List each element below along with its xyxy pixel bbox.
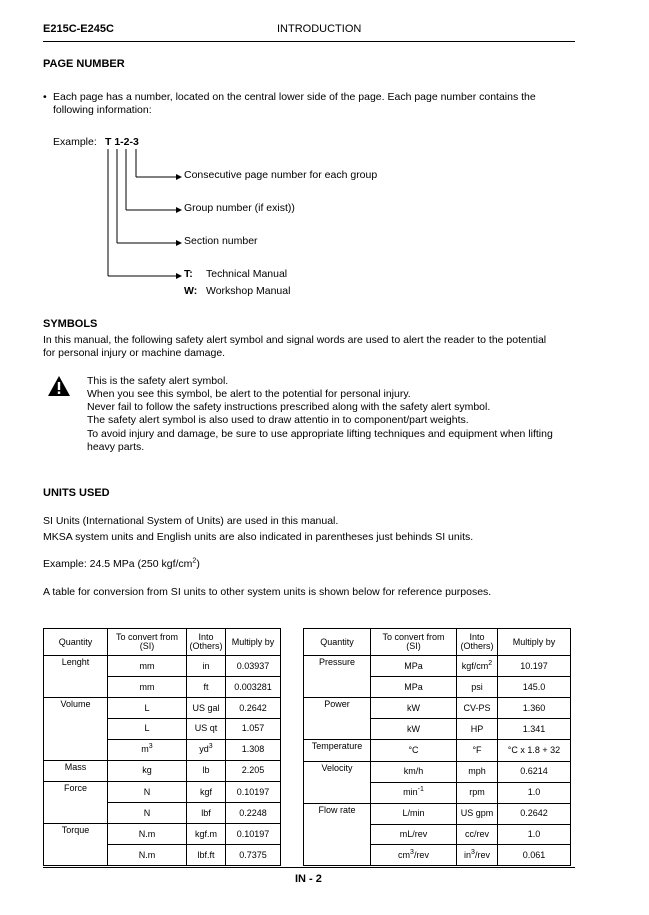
symbol-line-5: To avoid injury and damage, be sure to use appropriate lifting techniques and equipment when lifting [87, 428, 553, 440]
cell-from-unit: L [108, 719, 187, 740]
cell-multiplier: 0.03937 [226, 656, 281, 677]
cell-from-unit: mL/rev [371, 824, 457, 845]
cell-into-unit: kgf [187, 782, 226, 803]
example-label: Example: [53, 136, 97, 148]
cell-quantity: Temperature [304, 740, 371, 762]
table-row [44, 656, 281, 677]
cell-quantity: Power [304, 698, 371, 719]
symbol-line-6: heavy parts. [87, 441, 145, 453]
cell-multiplier: 0.10197 [226, 824, 281, 845]
table-row [304, 656, 571, 677]
symbol-line-1: This is the safety alert symbol. [87, 375, 229, 387]
symbols-heading: SYMBOLS [43, 318, 98, 330]
bullet: • [43, 91, 47, 103]
cell-multiplier: 10.197 [498, 656, 571, 677]
cell-from-unit: kW [371, 719, 457, 740]
cell-from-unit: kW [371, 698, 457, 719]
conversion-table-left [43, 628, 281, 866]
cell-into-unit: ft [187, 677, 226, 698]
table-row [304, 824, 571, 845]
page-number-text-1: Each page has a number, located on the central lower side of the page. Each page number contains the [53, 91, 536, 103]
cell-from-unit: N.m [108, 824, 187, 845]
cell-multiplier: 0.2248 [226, 803, 281, 824]
cell-multiplier: 1.341 [498, 719, 571, 740]
symbol-line-2: When you see this symbol, be alert to the potential for personal injury. [87, 388, 411, 400]
cell-into-unit: lbf.ft [187, 845, 226, 866]
cell-quantity: Velocity [304, 761, 371, 782]
symbol-line-3: Never fail to follow the safety instructions prescribed along with the safety alert symbol. [87, 401, 491, 413]
symbols-intro-2: for personal injury or machine damage. [43, 347, 226, 359]
table-row [44, 760, 281, 782]
table-row [44, 803, 281, 824]
cell-from-unit: $cm^3$/rev [371, 845, 457, 866]
cell-into-unit: CV-PS [457, 698, 498, 719]
conversion-table-right [303, 628, 571, 866]
cell-multiplier: 1.0 [498, 824, 571, 845]
cell-multiplier: °C x 1.8 + 32 [498, 740, 571, 762]
cell-quantity [304, 782, 371, 803]
label-section: Section number [184, 235, 258, 247]
cell-multiplier: 0.003281 [226, 677, 281, 698]
footer-rule [43, 867, 575, 868]
table-row [304, 677, 571, 698]
warning-triangle-icon [47, 375, 71, 397]
table-row [44, 698, 281, 719]
cell-quantity [44, 677, 108, 698]
cell-into-unit: HP [457, 719, 498, 740]
table-header-row [44, 629, 281, 656]
table-row [44, 719, 281, 740]
table-header-row [304, 629, 571, 656]
cell-from-unit: L [108, 698, 187, 719]
example-code: T 1-2-3 [105, 136, 139, 148]
cell-from-unit: mm [108, 677, 187, 698]
cell-into-unit: rpm [457, 782, 498, 803]
cell-quantity [304, 824, 371, 845]
cell-from-unit: MPa [371, 677, 457, 698]
cell-from-unit: N.m [108, 845, 187, 866]
table-row [304, 803, 571, 824]
cell-into-unit: in [187, 656, 226, 677]
table-row [44, 739, 281, 760]
label-consecutive: Consecutive page number for each group [184, 169, 378, 181]
cell-multiplier: 0.6214 [498, 761, 571, 782]
cell-into-unit: US gal [187, 698, 226, 719]
cell-quantity: Lenght [44, 656, 108, 677]
label-w-value: Workshop Manual [206, 285, 291, 297]
cell-from-unit: L/min [371, 803, 457, 824]
cell-into-unit: lb [187, 760, 226, 782]
cell-quantity: Volume [44, 698, 108, 719]
cell-multiplier: 0.2642 [498, 803, 571, 824]
label-t-key: T: [184, 268, 193, 280]
symbols-intro-1: In this manual, the following safety alert symbol and signal words are used to alert the reader to the potential [43, 334, 547, 346]
cell-multiplier: 2.205 [226, 760, 281, 782]
table-row [304, 845, 571, 866]
table-row [304, 761, 571, 782]
header-convert-from: To convert from (SI) [108, 629, 187, 656]
page-number-diagram [0, 0, 649, 310]
cell-multiplier: 145.0 [498, 677, 571, 698]
units-line-1: SI Units (International System of Units) are used in this manual. [43, 515, 339, 527]
cell-quantity [304, 719, 371, 740]
cell-into-unit: °F [457, 740, 498, 762]
cell-quantity [44, 803, 108, 824]
cell-quantity: Pressure [304, 656, 371, 677]
cell-quantity: Force [44, 782, 108, 803]
cell-into-unit: lbf [187, 803, 226, 824]
header-multiply-by: Multiply by [498, 629, 571, 656]
cell-from-unit: kg [108, 760, 187, 782]
units-example: Example: 24.5 MPa (250 kgf/$cm^2$) [43, 557, 200, 570]
page-number-heading: PAGE NUMBER [43, 58, 125, 70]
label-w-key: W: [184, 285, 198, 297]
table-row [44, 677, 281, 698]
table-row [44, 845, 281, 866]
cell-into-unit: kgf.m [187, 824, 226, 845]
cell-quantity [44, 845, 108, 866]
cell-quantity [44, 739, 108, 760]
header-multiply-by: Multiply by [226, 629, 281, 656]
header-into: Into (Others) [457, 629, 498, 656]
cell-into-unit: psi [457, 677, 498, 698]
cell-into-unit: US qt [187, 719, 226, 740]
table-row [304, 782, 571, 803]
page-number-text-2: following information: [53, 104, 152, 116]
cell-into-unit: kgf/$cm^2$ [457, 656, 498, 677]
table-row [304, 698, 571, 719]
cell-multiplier: 1.360 [498, 698, 571, 719]
cell-multiplier: 0.10197 [226, 782, 281, 803]
cell-into-unit: mph [457, 761, 498, 782]
cell-multiplier: 0.061 [498, 845, 571, 866]
units-table-intro: A table for conversion from SI units to other system units is shown below for reference purposes. [43, 586, 492, 598]
table-row [304, 740, 571, 762]
units-heading: UNITS USED [43, 487, 110, 499]
cell-from-unit: km/h [371, 761, 457, 782]
cell-into-unit: US gpm [457, 803, 498, 824]
header-quantity: Quantity [304, 629, 371, 656]
cell-multiplier: 0.2642 [226, 698, 281, 719]
label-group: Group number (if exist)) [184, 202, 295, 214]
table-row [304, 719, 571, 740]
symbol-line-4: The safety alert symbol is also used to draw attentio in to component/part weights. [87, 414, 469, 426]
cell-multiplier: 1.308 [226, 739, 281, 760]
cell-multiplier: 0.7375 [226, 845, 281, 866]
cell-into-unit: cc/rev [457, 824, 498, 845]
units-line-2: MKSA system units and English units are also indicated in parentheses just behinds SI units. [43, 531, 474, 543]
cell-into-unit: $yd^3$ [187, 739, 226, 760]
cell-into-unit: $in^3$/rev [457, 845, 498, 866]
cell-quantity [44, 719, 108, 740]
cell-quantity: Torque [44, 824, 108, 845]
label-t-value: Technical Manual [206, 268, 288, 280]
document-model: E215C-E245C [43, 23, 114, 35]
cell-from-unit: N [108, 803, 187, 824]
cell-quantity: Mass [44, 760, 108, 782]
cell-from-unit: $\min^{-1}$ [371, 782, 457, 803]
cell-multiplier: 1.0 [498, 782, 571, 803]
cell-quantity [304, 677, 371, 698]
cell-quantity: Flow rate [304, 803, 371, 824]
cell-from-unit: N [108, 782, 187, 803]
header-into: Into (Others) [187, 629, 226, 656]
cell-quantity [304, 845, 371, 866]
page-footer-number: IN - 2 [295, 873, 322, 885]
header-quantity: Quantity [44, 629, 108, 656]
cell-multiplier: 1.057 [226, 719, 281, 740]
cell-from-unit: MPa [371, 656, 457, 677]
cell-from-unit: mm [108, 656, 187, 677]
header-section-title: INTRODUCTION [277, 23, 362, 35]
cell-from-unit: $m^3$ [108, 739, 187, 760]
cell-from-unit: °C [371, 740, 457, 762]
header-convert-from: To convert from (SI) [371, 629, 457, 656]
table-row [44, 782, 281, 803]
table-row [44, 824, 281, 845]
